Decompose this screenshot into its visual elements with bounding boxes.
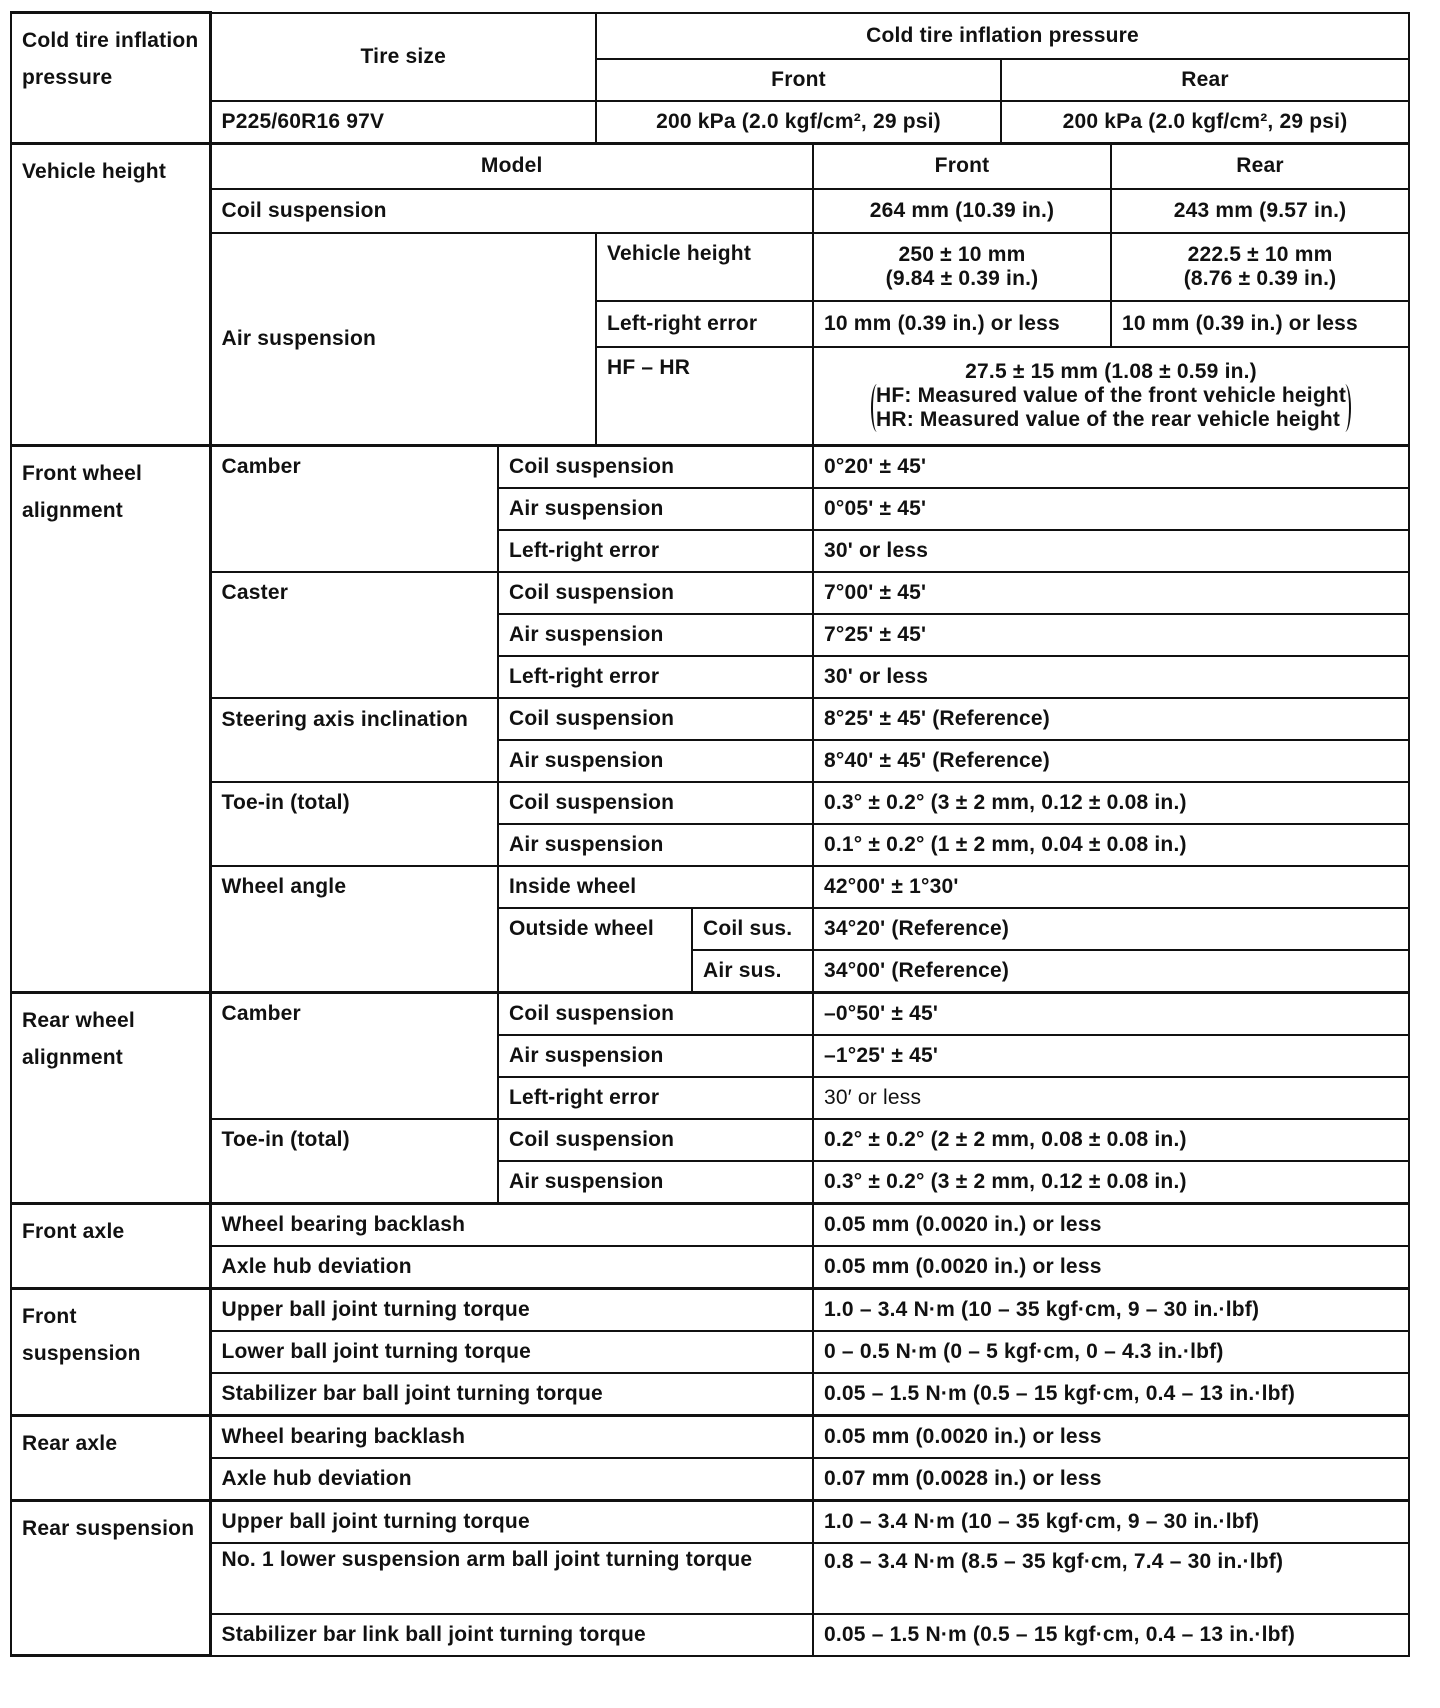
row-label: Axle hub deviation bbox=[210, 1246, 813, 1289]
hf-note: HF: Measured value of the front vehicle height bbox=[875, 383, 1347, 407]
rear-pressure: 200 kPa (2.0 kgf/cm², 29 psi) bbox=[1001, 101, 1409, 144]
section-vehicle-height: Vehicle height bbox=[11, 143, 210, 445]
hf-hr-label: HF – HR bbox=[596, 347, 813, 445]
coil-rear: 243 mm (9.57 in.) bbox=[1111, 189, 1409, 233]
front-header: Front bbox=[596, 59, 1001, 101]
row-value: 0.05 – 1.5 N·m (0.5 – 15 kgf·cm, 0.4 – 13 in.·lbf) bbox=[813, 1614, 1409, 1656]
section-rear-suspension: Rear suspension bbox=[11, 1500, 210, 1656]
rear-header: Rear bbox=[1001, 59, 1409, 101]
air-label: Air suspension bbox=[210, 233, 596, 445]
row-value: 0.8 – 3.4 N·m (8.5 – 35 kgf·cm, 7.4 – 30 in.·lbf) bbox=[813, 1543, 1409, 1614]
row-value: 30' or less bbox=[813, 656, 1409, 698]
row-value: 0.07 mm (0.0028 in.) or less bbox=[813, 1458, 1409, 1501]
vehicle-height-label: Vehicle height bbox=[596, 233, 813, 301]
row-value: 0.05 mm (0.0020 in.) or less bbox=[813, 1203, 1409, 1246]
row-label: Wheel bearing backlash bbox=[210, 1415, 813, 1458]
lr-error-label: Left-right error bbox=[596, 301, 813, 347]
section-rear-axle: Rear axle bbox=[11, 1415, 210, 1500]
vh-front-in: (9.84 ± 0.39 in.) bbox=[885, 267, 1039, 290]
row-label: Air suspension bbox=[498, 1035, 813, 1077]
row-value: 30' or less bbox=[813, 530, 1409, 572]
rwa-toe-in: Toe-in (total) bbox=[210, 1119, 498, 1204]
lr-rear: 10 mm (0.39 in.) or less bbox=[1111, 301, 1409, 347]
row-label: Air suspension bbox=[498, 488, 813, 530]
outside-wheel-label: Outside wheel bbox=[498, 908, 692, 993]
row-label: Air suspension bbox=[498, 1161, 813, 1204]
row-label: Air sus. bbox=[692, 950, 813, 993]
fwa-steering-axis: Steering axis inclination bbox=[210, 698, 498, 782]
height-rear-header: Rear bbox=[1111, 143, 1409, 189]
row-value: 42°00' ± 1°30' bbox=[813, 866, 1409, 908]
row-value: 0.2° ± 0.2° (2 ± 2 mm, 0.08 ± 0.08 in.) bbox=[813, 1119, 1409, 1161]
row-value: 7°00' ± 45' bbox=[813, 572, 1409, 614]
row-label: Lower ball joint turning torque bbox=[210, 1331, 813, 1373]
coil-label: Coil suspension bbox=[210, 189, 813, 233]
section-front-wheel-alignment: Front wheel alignment bbox=[11, 445, 210, 992]
row-value: 34°00' (Reference) bbox=[813, 950, 1409, 993]
fwa-camber: Camber bbox=[210, 445, 498, 572]
hf-hr-value bbox=[813, 347, 1409, 445]
vh-front-mm: 250 ± 10 mm bbox=[898, 243, 1026, 266]
coil-front: 264 mm (10.39 in.) bbox=[813, 189, 1111, 233]
row-label: Coil suspension bbox=[498, 698, 813, 740]
row-value: 0°05' ± 45' bbox=[813, 488, 1409, 530]
row-label: Air suspension bbox=[498, 824, 813, 866]
section-front-suspension: Front suspension bbox=[11, 1288, 210, 1415]
row-label: Axle hub deviation bbox=[210, 1458, 813, 1501]
height-front-header: Front bbox=[813, 143, 1111, 189]
row-label: Coil suspension bbox=[498, 992, 813, 1035]
row-value: 8°25' ± 45' (Reference) bbox=[813, 698, 1409, 740]
row-label: Left-right error bbox=[498, 1077, 813, 1119]
vh-front bbox=[813, 233, 1111, 301]
row-label: Air suspension bbox=[498, 740, 813, 782]
row-value: 0°20' ± 45' bbox=[813, 445, 1409, 488]
row-label: Coil suspension bbox=[498, 572, 813, 614]
hr-note: HR: Measured value of the rear vehicle height bbox=[875, 407, 1341, 431]
row-label: Wheel bearing backlash bbox=[210, 1203, 813, 1246]
row-label: Inside wheel bbox=[498, 866, 813, 908]
row-label: Coil sus. bbox=[692, 908, 813, 950]
row-label: Air suspension bbox=[498, 614, 813, 656]
fwa-wheel-angle: Wheel angle bbox=[210, 866, 498, 993]
row-label: Left-right error bbox=[498, 530, 813, 572]
row-label: Stabilizer bar ball joint turning torque bbox=[210, 1373, 813, 1416]
row-label: Left-right error bbox=[498, 656, 813, 698]
row-label: Upper ball joint turning torque bbox=[210, 1288, 813, 1331]
pressure-header: Cold tire inflation pressure bbox=[596, 13, 1409, 59]
fwa-caster: Caster bbox=[210, 572, 498, 698]
row-label: Upper ball joint turning torque bbox=[210, 1500, 813, 1543]
vh-rear bbox=[1111, 233, 1409, 301]
rwa-camber: Camber bbox=[210, 992, 498, 1119]
row-label: No. 1 lower suspension arm ball joint turning torque bbox=[210, 1543, 813, 1614]
row-value: 8°40' ± 45' (Reference) bbox=[813, 740, 1409, 782]
vh-rear-mm: 222.5 ± 10 mm bbox=[1187, 243, 1333, 266]
row-value: 0.05 mm (0.0020 in.) or less bbox=[813, 1415, 1409, 1458]
front-pressure: 200 kPa (2.0 kgf/cm², 29 psi) bbox=[596, 101, 1001, 144]
tire-size-header: Tire size bbox=[210, 13, 596, 101]
row-label: Coil suspension bbox=[498, 782, 813, 824]
hf-hr-range: 27.5 ± 15 mm (1.08 ± 0.59 in.) bbox=[965, 359, 1257, 383]
model-header: Model bbox=[210, 143, 813, 189]
hf-hr-note bbox=[871, 384, 1351, 432]
row-value: 30′ or less bbox=[813, 1077, 1409, 1119]
row-value: 0.05 – 1.5 N·m (0.5 – 15 kgf·cm, 0.4 – 13 in.·lbf) bbox=[813, 1373, 1409, 1416]
specification-table bbox=[10, 11, 1410, 1657]
section-front-axle: Front axle bbox=[11, 1203, 210, 1288]
row-value: –1°25' ± 45' bbox=[813, 1035, 1409, 1077]
row-value: 1.0 – 3.4 N·m (10 – 35 kgf·cm, 9 – 30 in.·lbf) bbox=[813, 1288, 1409, 1331]
lr-front: 10 mm (0.39 in.) or less bbox=[813, 301, 1111, 347]
row-value: –0°50' ± 45' bbox=[813, 992, 1409, 1035]
section-rear-wheel-alignment: Rear wheel alignment bbox=[11, 992, 210, 1203]
row-value: 7°25' ± 45' bbox=[813, 614, 1409, 656]
vh-rear-in: (8.76 ± 0.39 in.) bbox=[1183, 267, 1337, 290]
row-label: Coil suspension bbox=[498, 1119, 813, 1161]
fwa-toe-in: Toe-in (total) bbox=[210, 782, 498, 866]
section-cold-tire-pressure: Cold tire inflation pressure bbox=[11, 13, 210, 144]
tire-size-value: P225/60R16 97V bbox=[210, 101, 596, 144]
row-value: 0.3° ± 0.2° (3 ± 2 mm, 0.12 ± 0.08 in.) bbox=[813, 782, 1409, 824]
row-value: 0.1° ± 0.2° (1 ± 2 mm, 0.04 ± 0.08 in.) bbox=[813, 824, 1409, 866]
row-value: 0.3° ± 0.2° (3 ± 2 mm, 0.12 ± 0.08 in.) bbox=[813, 1161, 1409, 1204]
row-label: Coil suspension bbox=[498, 445, 813, 488]
row-value: 1.0 – 3.4 N·m (10 – 35 kgf·cm, 9 – 30 in.·lbf) bbox=[813, 1500, 1409, 1543]
row-value: 0.05 mm (0.0020 in.) or less bbox=[813, 1246, 1409, 1289]
row-value: 0 – 0.5 N·m (0 – 5 kgf·cm, 0 – 4.3 in.·lbf) bbox=[813, 1331, 1409, 1373]
row-label: Stabilizer bar link ball joint turning torque bbox=[210, 1614, 813, 1656]
row-value: 34°20' (Reference) bbox=[813, 908, 1409, 950]
